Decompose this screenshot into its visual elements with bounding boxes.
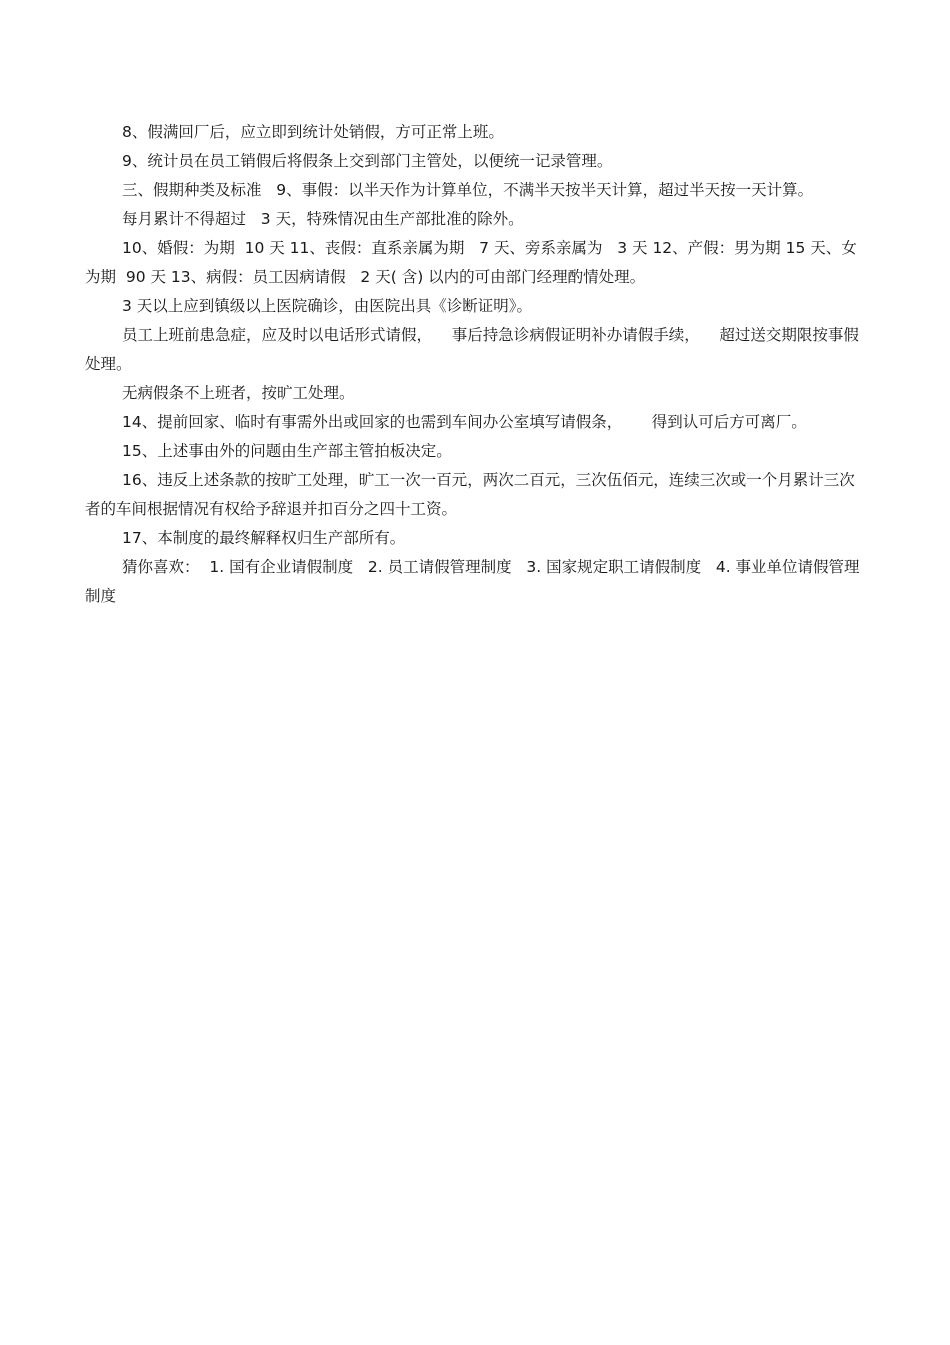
paragraph-sick-leave-return: 8、假满回厂后，应立即到统计处销假，方可正常上班。 — [122, 123, 504, 141]
paragraph-statistician-records: 9、统计员在员工销假后将假条上交到部门主管处，以便统一记录管理。 — [122, 152, 613, 170]
paragraph-other-matters: 15、上述事由外的问题由生产部主管拍板决定。 — [122, 442, 452, 460]
paragraph-leave-types-personal: 三、假期种类及标准 9、事假：以半天作为计算单位，不满半天按半天计算，超过半天按一天计算。 — [122, 181, 814, 199]
paragraph-no-sick-note: 无病假条不上班者，按旷工处理。 — [122, 384, 355, 402]
document-body — [85, 118, 870, 611]
paragraph-hospital-diagnosis: 3 天以上应到镇级以上医院确诊，由医院出具《诊断证明》。 — [122, 297, 533, 315]
paragraph-violations-penalty: 16、违反上述条款的按旷工处理，旷工一次一百元，两次二百元，三次伍佰元，连续三次或一个月累计三次者的车间根据情况有权给予辞退并扣百分之四十工资。 — [85, 471, 855, 518]
paragraph-emergency-leave: 员工上班前患急症，应及时以电话形式请假， 事后持急诊病假证明补办请假手续， 超过送交期限按事假处理。 — [85, 326, 859, 373]
paragraph-related-links: 猜你喜欢： 1. 国有企业请假制度 2. 员工请假管理制度 3. 国家规定职工请假制度 4. 事业单位请假管理制度 — [85, 558, 860, 605]
paragraph-marriage-funeral-maternity-sick: 10、婚假：为期 10 天 11、丧假：直系亲属为期 7 天、旁系亲属为 3 天 12、产假：男为期 15 天、女为期 90 天 13、病假：员工因病请假 2 天( 含) 以内的可由部门经理酌情处理。 — [85, 239, 857, 286]
paragraph-early-leave: 14、提前回家、临时有事需外出或回家的也需到车间办公室填写请假条， 得到认可后方可离厂。 — [122, 413, 807, 431]
paragraph-monthly-limit: 每月累计不得超过 3 天，特殊情况由生产部批准的除外。 — [122, 210, 524, 228]
paragraph-interpretation-right: 17、本制度的最终解释权归生产部所有。 — [122, 529, 406, 547]
